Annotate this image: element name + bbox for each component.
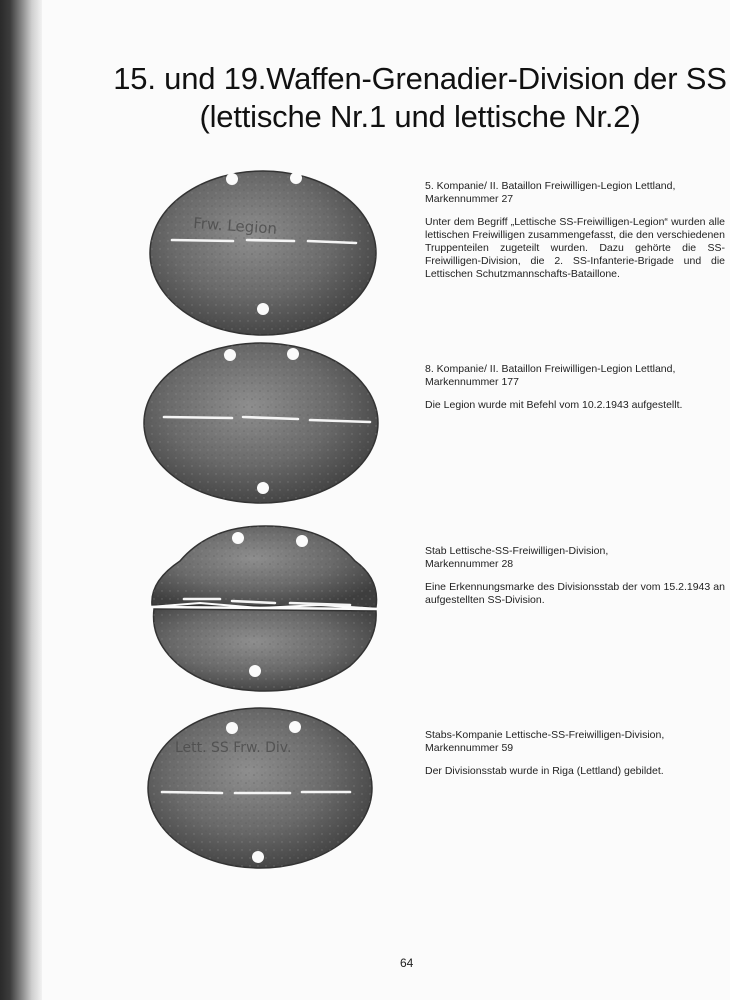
tag-entry-2 <box>425 363 725 412</box>
entry-caption-line-2: Markennummer 59 <box>425 742 514 754</box>
entry-caption <box>425 545 725 571</box>
entry-caption-line-1: 8. Kompanie/ II. Bataillon Freiwilligen-Legion Lettland, <box>425 363 676 375</box>
dog-tag-image-3 <box>140 521 390 696</box>
entry-caption-line-1: Stabs-Kompanie Lettische-SS-Freiwilligen-Division, <box>425 729 665 741</box>
dog-tag-image-1 <box>138 163 388 343</box>
page-number: 64 <box>400 956 414 970</box>
entry-caption-line-1: Stab Lettische-SS-Freiwilligen-Division, <box>425 545 609 557</box>
entry-caption-line-2: Markennummer 177 <box>425 376 519 388</box>
tag-engraving-1: Frw. Legion <box>192 214 278 238</box>
book-binding-shadow <box>0 0 42 1000</box>
entry-description: Der Divisionsstab wurde in Riga (Lettland) gebildet. <box>425 765 664 777</box>
entry-caption <box>425 729 725 755</box>
entry-description: Unter dem Begriff „Lettische SS-Freiwilligen-Legion“ wurden alle lettischen Freiwilligen zusammengefasst, die den verschiedenen Truppenteilen zugeteilt wurden. Dazu gehörte die SS-Freiwilligen-Division, die 2. SS-Infanterie-Brigade und die Lettischen Schutzmannschafts-Bataillone. <box>425 216 725 280</box>
page-title <box>60 60 730 136</box>
dog-tag-image-2 <box>138 340 388 510</box>
entry-caption <box>425 180 725 206</box>
entry-caption-line-2: Markennummer 27 <box>425 193 514 205</box>
entry-description: Eine Erkennungsmarke des Divisionsstab der vom 15.2.1943 an aufgestellten SS-Division. <box>425 581 725 606</box>
title-line-2: (lettische Nr.1 und lettische Nr.2) <box>199 99 641 134</box>
entry-description: Die Legion wurde mit Befehl vom 10.2.1943 aufgestellt. <box>425 399 683 411</box>
tag-entry-1 <box>425 180 725 281</box>
entry-caption-line-1: 5. Kompanie/ II. Bataillon Freiwilligen-Legion Lettland, <box>425 180 676 192</box>
tag-entry-3 <box>425 545 725 607</box>
entry-caption-line-2: Markennummer 28 <box>425 558 514 570</box>
dog-tag-image-4 <box>140 700 385 872</box>
entry-caption <box>425 363 725 389</box>
tag-entry-4 <box>425 729 725 778</box>
title-line-1: 15. und 19.Waffen-Grenadier-Division der SS <box>113 61 727 96</box>
tag-engraving-4: Lett. SS Frw. Div. <box>175 740 292 756</box>
